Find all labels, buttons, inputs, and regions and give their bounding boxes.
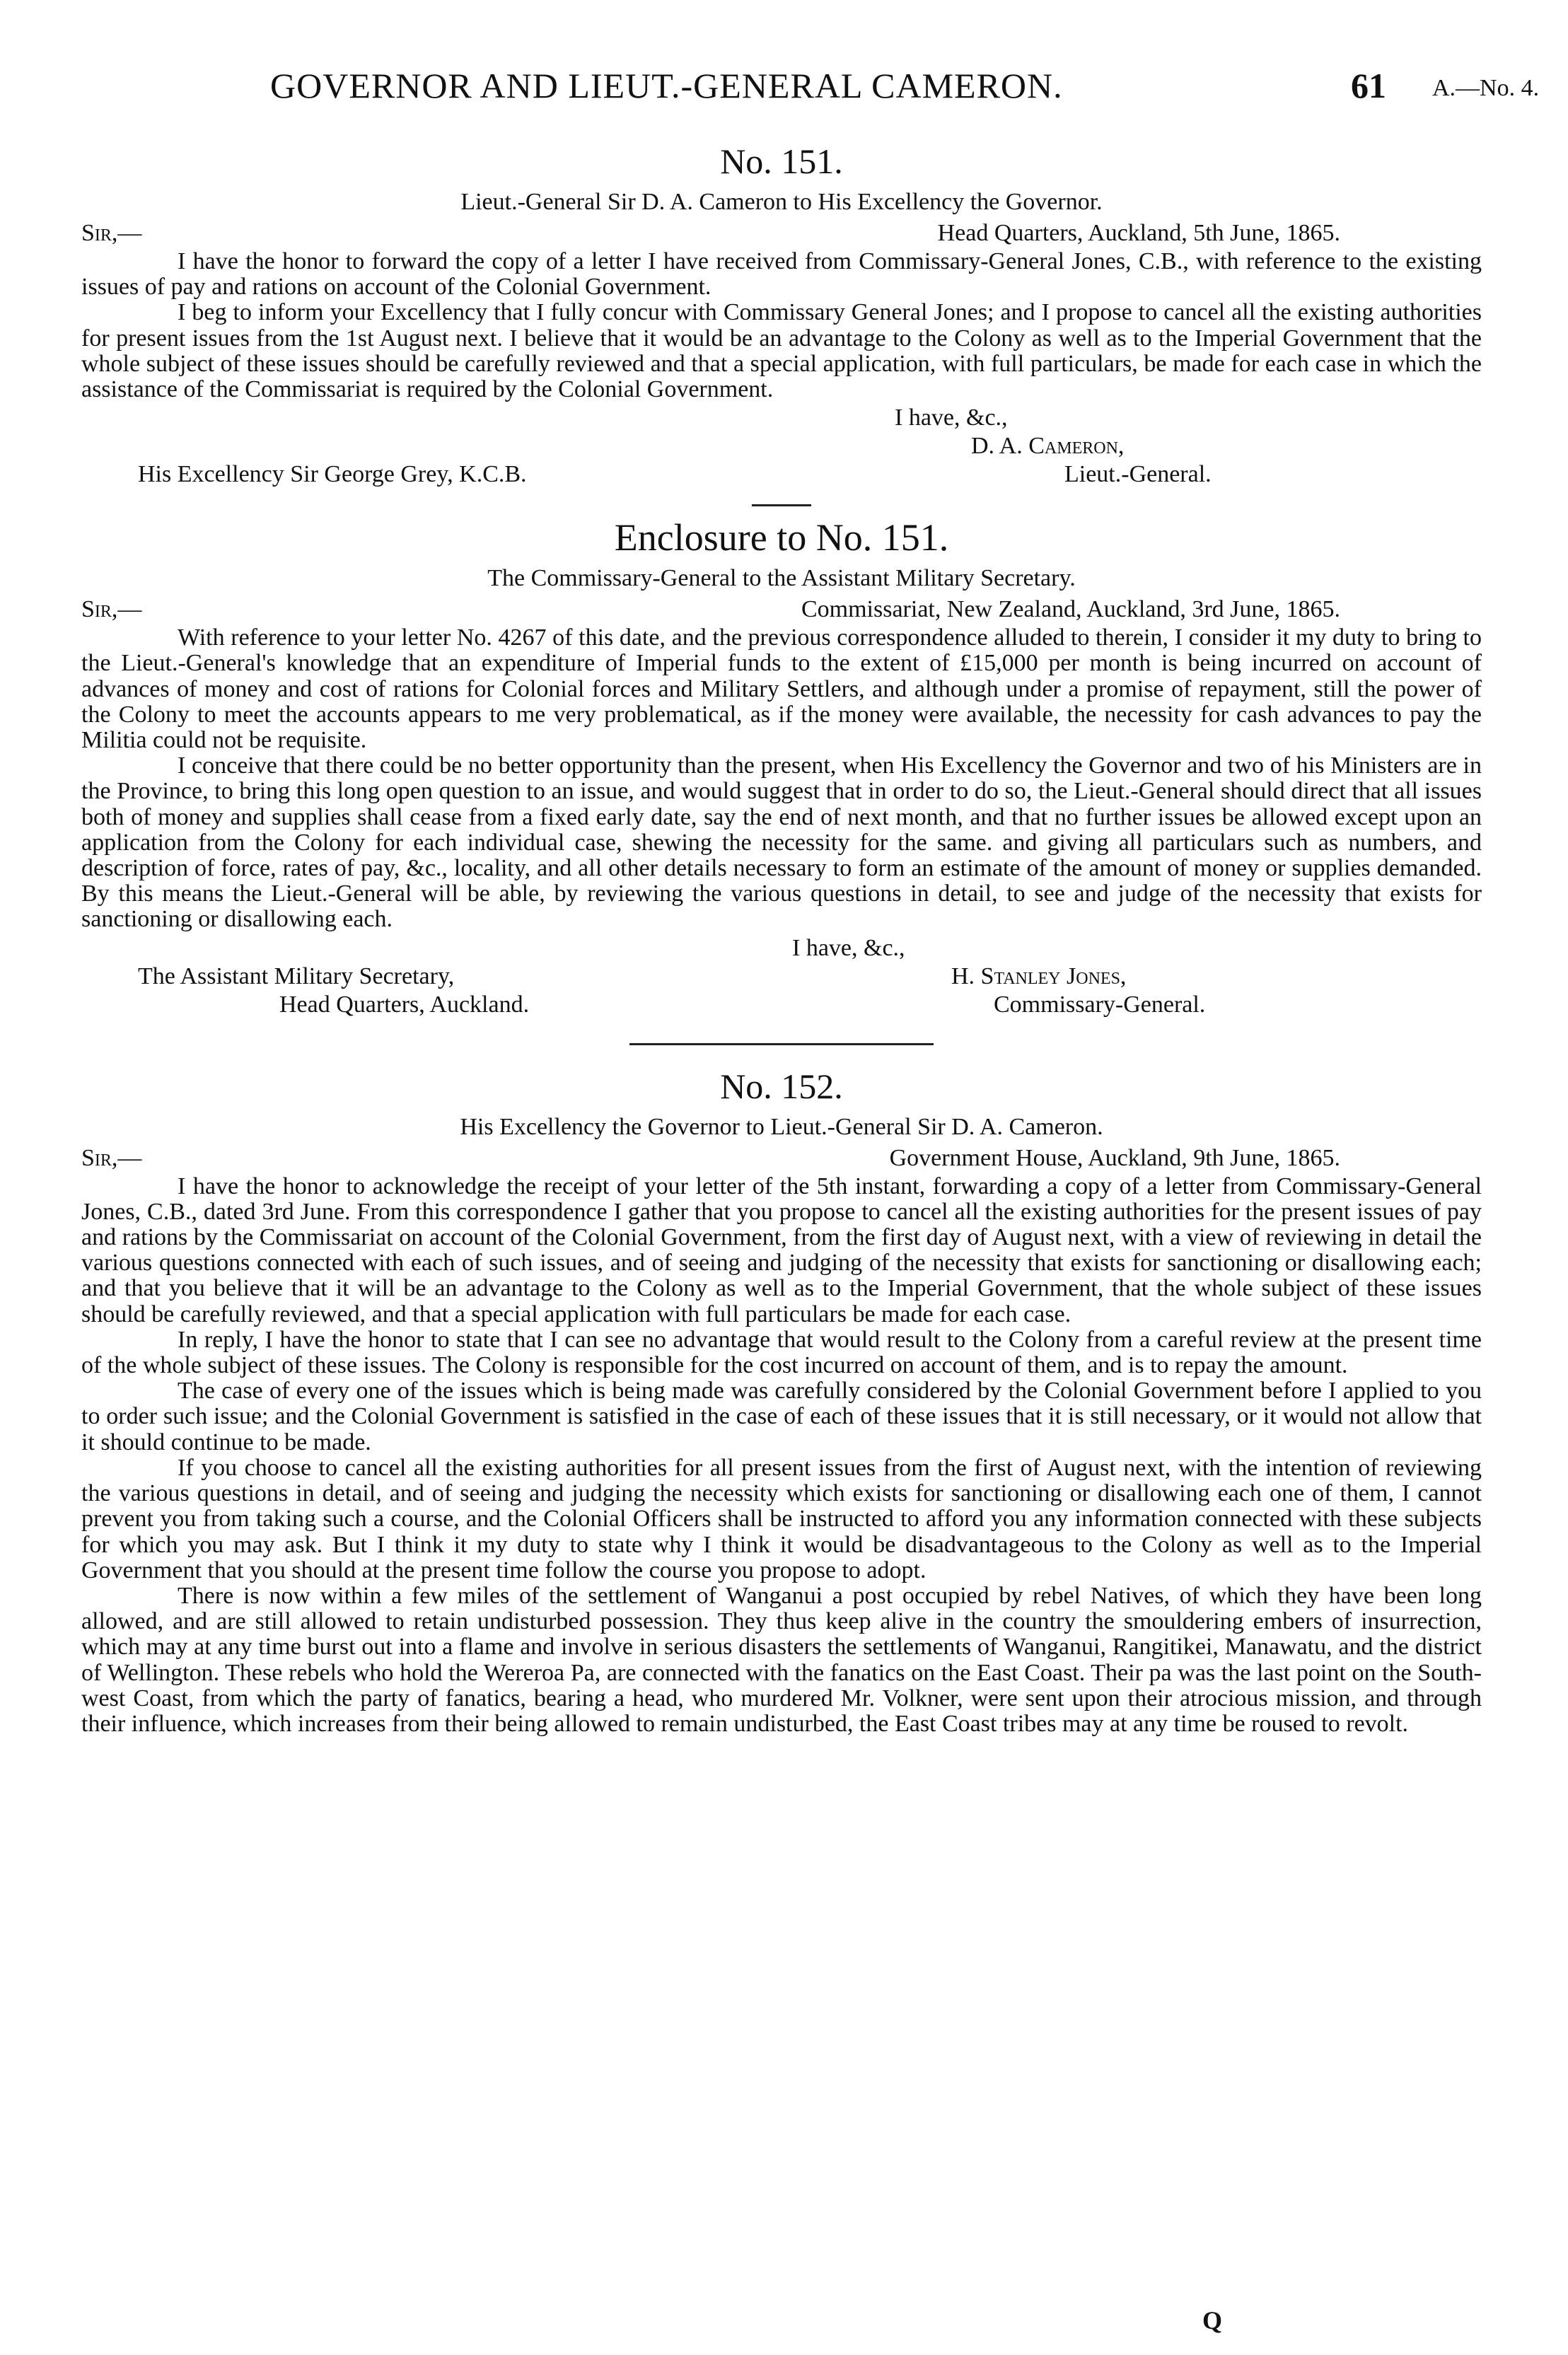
rank: Commissary-General. [994,991,1206,1018]
paragraph: I have the honor to acknowledge the receipt of your letter of the 5th instant, forwarding a copy of a letter from Commissary-General Jones, C.B., dated 3rd June. From this correspondence I gather that you propose to cancel all the existing authorities for the present issues of pay and rations by the Commissariat on account of the Colonial Government, from the first day of August next, with a view of reviewing in detail the various questions connected with each of such issues, and of seeing and judging of the necessity that exists for sanctioning or disallowing each; and that you believe that it will be an advantage to the Colony as well as to the Imperial Government, that the whole subject of these issues should be carefully reviewed, and that a special application with full particulars be made for each case. [81,1173,1482,1327]
letter-152-heading [81,1143,1482,1174]
running-head: GOVERNOR AND LIEUT.-GENERAL CAMERON. [270,66,1063,105]
paragraph: The case of every one of the issues which is being made was carefully considered by the Colonial Government before I applied to you to order such issue; and the Colonial Government is satisfied in the case of each of these issues that it is still necessary, or it would not allow that it should continue to be made. [81,1378,1482,1455]
paragraph: If you choose to cancel all the existing authorities for all present issues from the first of August next, with the intention of reviewing the various questions in detail, and of seeing and judging the necessity which exists for sanctioning or disallowing each one of them, I cannot prevent you from taking such a course, and the Colonial Officers shall be instructed to afford you any information connected with these subjects for which you may ask. But I think it my duty to state why I think it would be disadvantageous to the Colony as well as to the Imperial Government that you should at the present time follow the course you propose to adopt. [81,1454,1482,1583]
letter-151-from-to: Lieut.-General Sir D. A. Cameron to His Excellency the Governor. [460,189,1103,215]
divider [629,1043,934,1045]
page-header [85,65,1540,115]
enclosure-151 [81,516,1482,1020]
salutation: Sir,— [81,220,142,246]
divider [752,504,811,506]
letter-151-title: No. 151. [720,141,843,181]
letter-152-from-to: His Excellency the Governor to Lieut.-General Sir D. A. Cameron. [460,1113,1103,1140]
place-date: Commissariat, New Zealand, Auckland, 3rd June, 1865. [801,596,1340,623]
salutation: Sir,— [81,596,142,623]
place-date: Government House, Auckland, 9th June, 1865. [889,1144,1340,1171]
closing: I have, &c., [792,934,905,961]
page-number: 61 [1351,66,1386,105]
enclosure-title: Enclosure to No. 151. [614,516,949,559]
salutation: Sir,— [81,1144,142,1171]
paragraph: I conceive that there could be no better opportunity than the present, when His Excellency the Governor and two of his Ministers are in the Province, to bring this long open question to an issue, and would suggest that in order to do so, the Lieut.-General should direct that all issues both of money and supplies shall cease from a fixed early date, say the end of next month, and that no further issues be allowed except upon an application from the Colony for each individual case, shewing the necessity for the same. and giving all particulars such as numbers, and description of force, rates of pay, &c., locality, and all other details necessary to form an estimate of the amount of money or supplies demanded. By this means the Lieut.-General will be able, by reviewing the various questions in detail, to see and judge of the necessity that exists for sanctioning or disallowing each. [81,752,1482,933]
page-content [81,134,1482,1737]
addressee: The Assistant Military Secretary, [138,963,455,989]
letter-151 [81,140,1482,490]
paragraph: There is now within a few miles of the settlement of Wanganui a post occupied by rebel Natives, of which they have been long allowed, and are still allowed to retain undisturbed possession. They thus keep alive in the country the smouldering embers of insurrection, which may at any time burst out into a flame and involve in serious disasters the settlements of Wanganui, Rangitikei, Manawatu, and the district of Wellington. These rebels who hold the Wereroa Pa, are connected with the fanatics on the East Coast. Their pa was the last point on the South-west Coast, from which the party of fanatics, bearing a head, who murdered Mr. Volkner, were sent upon their atrocious mission, and through their influence, which increases from their being allowed to remain undisturbed, the East Coast tribes may at any time be roused to revolt. [81,1582,1482,1737]
closing: I have, &c., [895,405,1008,431]
paragraph: I beg to inform your Excellency that I fully concur with Commissary General Jones; and I propose to cancel all the existing authorities for present issues from the 1st August next. I believe that it would be an advantage to the Colony as well as to the Imperial Government that the whole subject of these issues should be carefully reviewed and that a special application, with full particulars, be made for each case in which the assistance of the Commissariat is required by the Colonial Government. [81,299,1482,403]
paragraph: With reference to your letter No. 4267 of this date, and the previous correspondence alluded to therein, I consider it my duty to bring to the Lieut.-General's knowledge that an expenditure of Imperial funds to the extent of £15,000 per month is being incurred on account of advances of money and cost of rations for Colonial forces and Military Settlers, and although under a promise of repayment, still the power of the Colony to meet the accounts appears to me very problematical, as if the money were available, the necessity for cash advances to pay the Militia could not be requisite. [81,624,1482,754]
paragraph: I have the honor to forward the copy of a letter I have received from Commissary-General Jones, C.B., with reference to the existing issues of pay and rations on account of the Colonial Government. [81,248,1482,301]
paragraph: In reply, I have the honor to state that I can see no advantage that would result to the Colony from a careful review at the present time of the whole subject of these issues. The Colony is responsible for the cost incurred on account of them, and is to repay the amount. [81,1326,1482,1379]
signatory: D. A. Cameron, [971,433,1125,460]
signature-mark: Q [1202,2306,1223,2334]
place-date: Head Quarters, Auckland, 5th June, 1865. [937,220,1340,246]
paper-reference: A.—No. 4. [1432,75,1540,101]
enclosure-from-to: The Commissary-General to the Assistant Military Secretary. [487,565,1076,592]
letter-152 [81,1065,1482,1737]
letter-151-signature [81,402,1482,490]
letter-151-heading [81,218,1482,249]
enclosure-signature [81,933,1482,1020]
addressee-location: Head Quarters, Auckland. [279,991,530,1018]
signatory: H. Stanley Jones, [951,963,1127,989]
enclosure-heading [81,594,1482,625]
letter-152-title: No. 152. [720,1066,843,1106]
rank: Lieut.-General. [1064,461,1212,488]
addressee: His Excellency Sir George Grey, K.C.B. [138,461,527,488]
